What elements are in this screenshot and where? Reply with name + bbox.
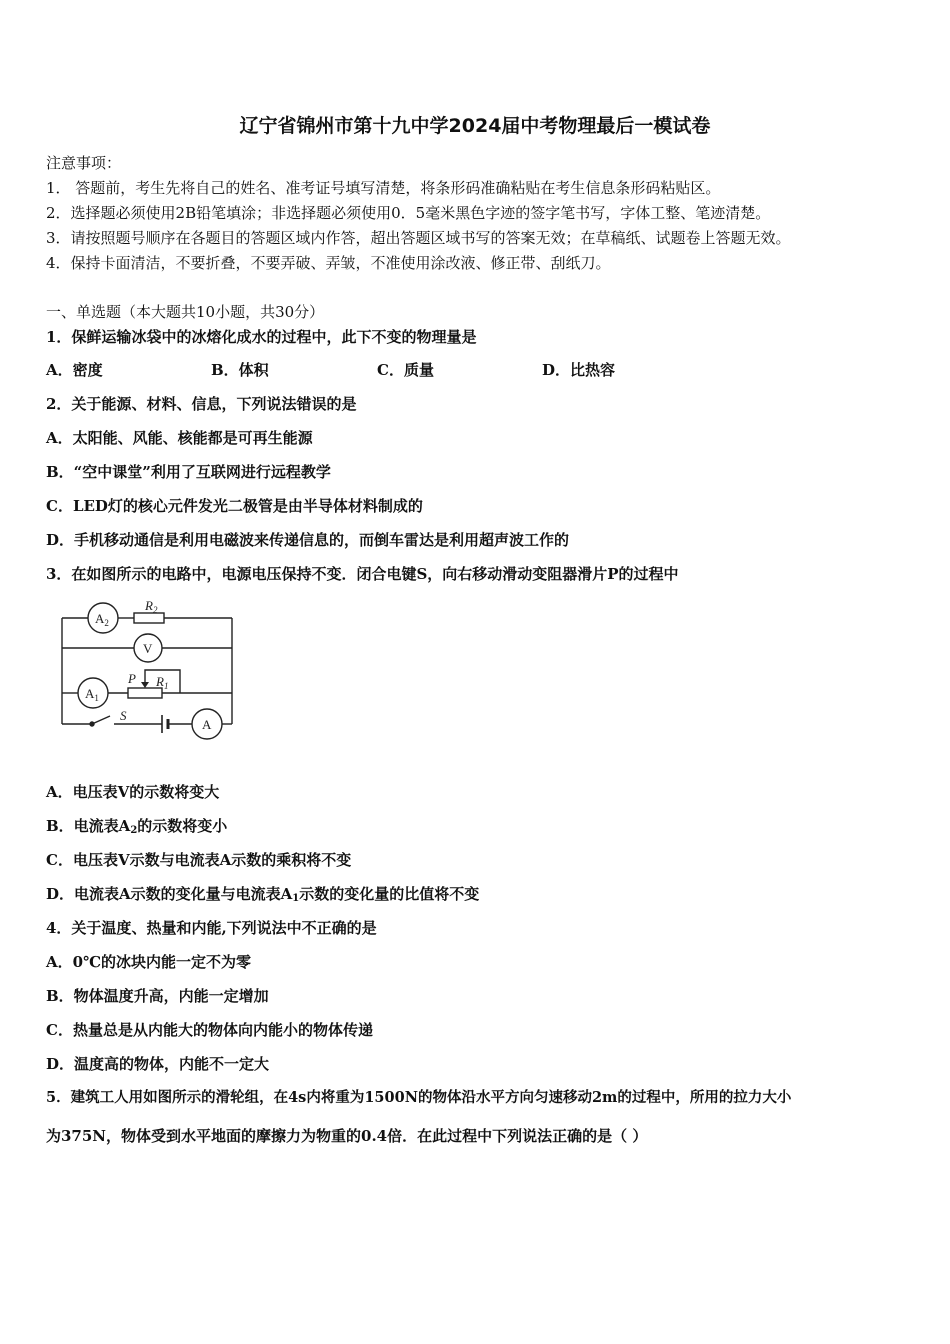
notice-item-1: 1． 答题前，考生先将自己的姓名、准考证号填写清楚，将条形码准确粘贴在考生信息条形码粘贴区。 [46,179,721,197]
q1-option-b: B．体积 [211,361,269,379]
q3-option-a: A．电压表V的示数将变大 [46,783,220,801]
q2-option-d: D．手机移动通信是利用电磁波来传递信息的，而倒车雷达是利用超声波工作的 [46,531,570,549]
notice-heading: 注意事项： [46,154,122,172]
circuit-diagram [58,598,248,740]
q2-option-a: A．太阳能、风能、核能都是可再生能源 [46,429,313,447]
slider-p-label: P [128,671,136,686]
ammeter-a-label: A [202,717,212,732]
switch-s-icon [92,716,110,724]
q4-option-d: D．温度高的物体，内能不一定大 [46,1055,270,1073]
notice-item-4: 4．保持卡面清洁，不要折叠，不要弄破、弄皱，不准使用涂改液、修正带、刮纸刀。 [46,254,611,272]
page-title: 辽宁省锦州市第十九中学2024届中考物理最后一模试卷 [239,115,711,137]
q1-option-a: A．密度 [46,361,103,379]
q2-stem: 2．关于能源、材料、信息，下列说法错误的是 [46,395,357,413]
rheostat-r1-icon [128,688,162,698]
q4-option-c: C．热量总是从内能大的物体向内能小的物体传递 [46,1021,373,1039]
resistor-r2-icon [134,613,164,623]
q5-stem-line-1: 5．建筑工人用如图所示的滑轮组，在4s内将重为1500N的物体沿水平方向匀速移动2m的过程中，所用的拉力大小 [46,1089,792,1106]
q5-stem-line-2: 为375N，物体受到水平地面的摩擦力为物重的0.4倍．在此过程中下列说法正确的是（ ） [46,1127,648,1145]
ammeter-a2-label: $A_2$ [95,611,109,628]
q4-stem: 4．关于温度、热量和内能,下列说法中不正确的是 [46,919,377,937]
q1-stem: 1．保鲜运输冰袋中的冰熔化成水的过程中，此下不变的物理量是 [46,328,477,346]
q3-option-c: C．电压表V示数与电流表A示数的乘积将不变 [46,851,352,869]
q1-option-c: C．质量 [377,361,434,379]
slider-p-icon [141,682,149,688]
ammeter-a1-label: $A_1$ [85,686,99,703]
q2-option-b: B．“空中课堂”利用了互联网进行远程教学 [46,463,331,481]
q4-option-a: A．0℃的冰块内能一定不为零 [46,953,252,971]
notice-item-3: 3．请按照题号顺序在各题目的答题区域内作答，超出答题区域书写的答案无效；在草稿纸、试题卷上答题无效。 [46,229,791,247]
rheostat-r1-label: $R_1$ [156,674,169,691]
q3-option-b: B．电流表$A_2$的示数将变小 [46,817,228,836]
q4-option-b: B．物体温度升高，内能一定增加 [46,987,269,1005]
voltmeter-label: V [143,641,153,656]
switch-s-label: S [120,708,127,723]
q2-option-c: C．LED灯的核心元件发光二极管是由半导体材料制成的 [46,497,423,515]
q3-stem: 3．在如图所示的电路中，电源电压保持不变．闭合电键S，向右移动滑动变阻器滑片P的过程中 [46,565,679,583]
resistor-r2-label: $R_2$ [145,598,158,615]
q3-option-d: D．电流表A示数的变化量与电流表$A_1$示数的变化量的比值将不变 [46,885,480,904]
notice-item-2: 2．选择题必须使用2B铅笔填涂；非选择题必须使用0．5毫米黑色字迹的签字笔书写，字体工整、笔迹清楚。 [46,204,771,222]
section-heading: 一、单选题（本大题共10小题，共30分） [46,303,325,321]
q1-option-d: D．比热容 [542,361,616,379]
